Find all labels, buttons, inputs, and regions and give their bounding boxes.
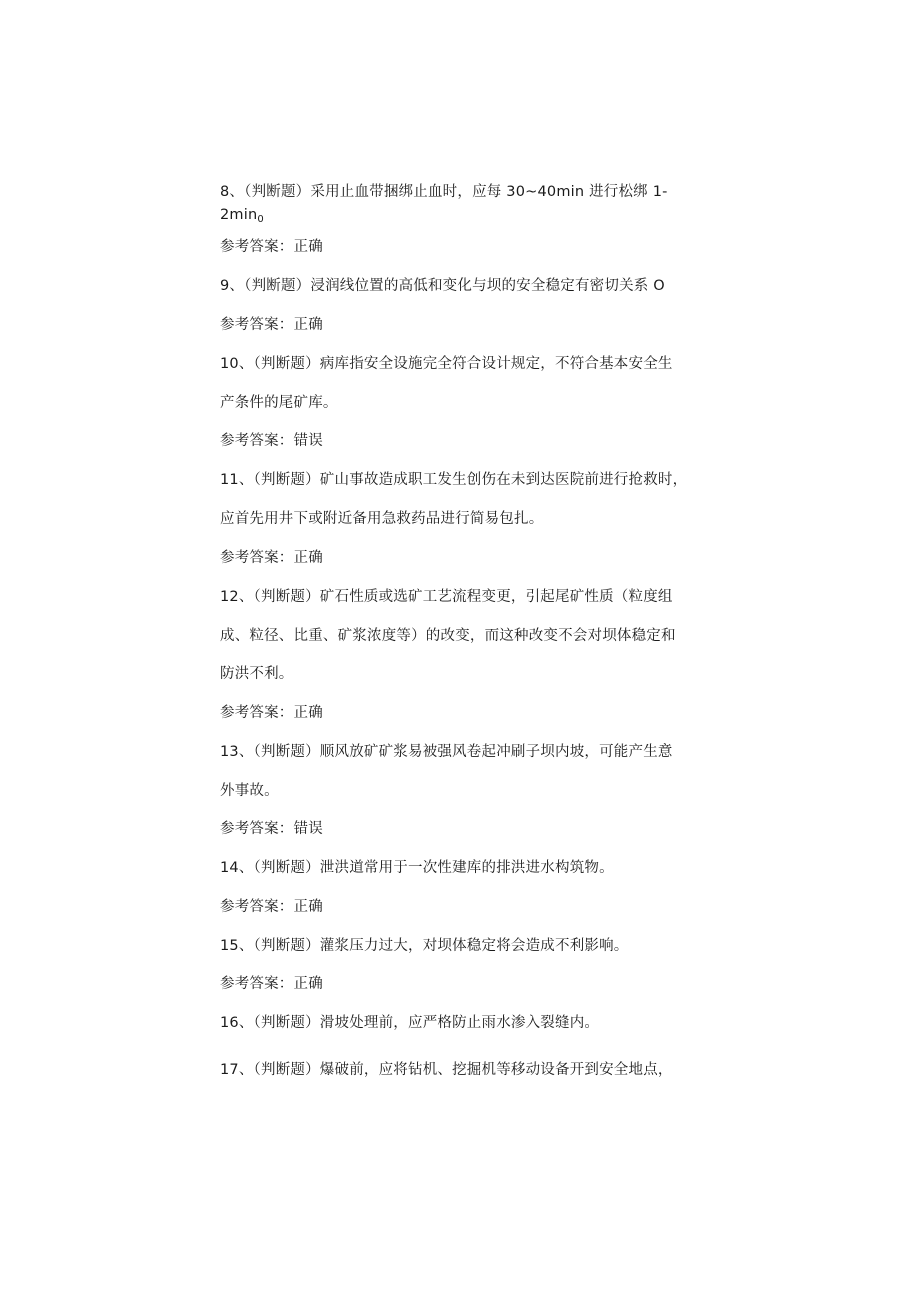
question-13-line-1: 13、（判断题）顺风放矿矿浆易被强风卷起冲刷子坝内坡，可能产生意	[220, 744, 673, 760]
question-8-line-1: 8、（判断题）采用止血带捆绑止血时，应每 30~40min 进行松绑 1-	[220, 184, 668, 200]
question-10-line-1: 10、（判断题）病库指安全设施完全符合设计规定，不符合基本安全生	[220, 356, 673, 372]
question-12-line-1: 12、（判断题）矿石性质或选矿工艺流程变更，引起尾矿性质（粒度组	[220, 589, 673, 605]
question-13-line-2: 外事故。	[220, 783, 279, 799]
answer-12: 参考答案：正确	[220, 705, 323, 721]
answer-14: 参考答案：正确	[220, 899, 323, 915]
question-8-line-2	[220, 205, 264, 227]
question-9-line-1: 9、（判断题）浸润线位置的高低和变化与坝的安全稳定有密切关系 O	[220, 278, 665, 294]
question-12-line-3: 防洪不利。	[220, 666, 294, 682]
answer-11: 参考答案：正确	[220, 550, 323, 566]
answer-15: 参考答案：正确	[220, 976, 323, 992]
question-8-line-2-text: 2min	[220, 207, 258, 223]
answer-10: 参考答案：错误	[220, 433, 323, 449]
question-14-line-1: 14、（判断题）泄洪道常用于一次性建库的排洪进水构筑物。	[220, 860, 614, 876]
question-10-line-2: 产条件的尾矿库。	[220, 395, 338, 411]
question-15-line-1: 15、（判断题）灌浆压力过大，对坝体稳定将会造成不利影响。	[220, 938, 629, 954]
question-8-subscript: 0	[257, 214, 264, 225]
question-12-line-2: 成、粒径、比重、矿浆浓度等）的改变，而这种改变不会对坝体稳定和	[220, 628, 676, 644]
answer-13: 参考答案：错误	[220, 821, 323, 837]
answer-8: 参考答案：正确	[220, 239, 323, 255]
question-17-line-1: 17、（判断题）爆破前，应将钻机、挖掘机等移动设备开到安全地点，	[220, 1062, 673, 1078]
question-16-line-1: 16、（判断题）滑坡处理前，应严格防止雨水渗入裂缝内。	[220, 1015, 600, 1031]
question-11-line-1: 11、（判断题）矿山事故造成职工发生创伤在未到达医院前进行抢救时，	[220, 472, 688, 488]
question-11-line-2: 应首先用井下或附近备用急救药品进行简易包扎。	[220, 511, 544, 527]
answer-9: 参考答案：正确	[220, 317, 323, 333]
